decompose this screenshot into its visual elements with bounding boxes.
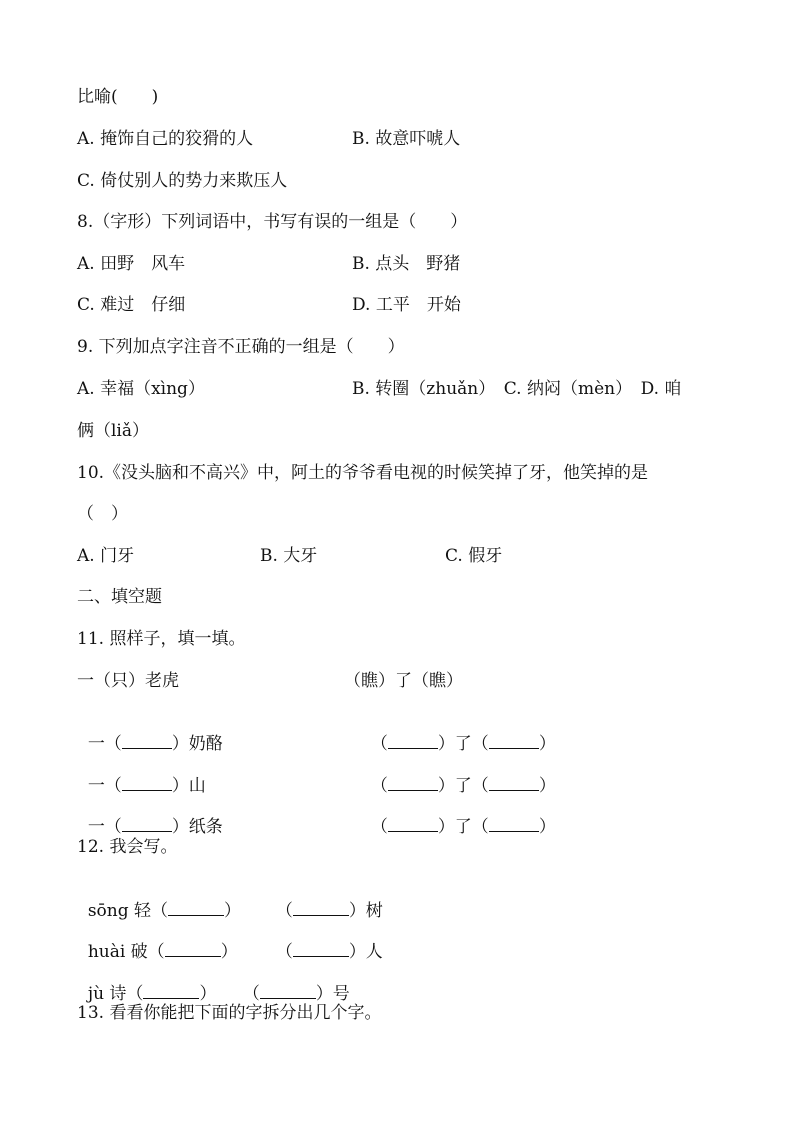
answer-blank[interactable] xyxy=(388,817,438,832)
section-fill-blank: 二、填空题 xyxy=(77,587,162,607)
q12-row-3-right: （ ）号 xyxy=(242,984,350,1004)
q11-row-1-left: 一（ ）奶酪 xyxy=(87,734,223,754)
answer-blank[interactable] xyxy=(388,776,438,791)
q10-option-c: C. 假牙 xyxy=(445,546,503,566)
answer-blank[interactable] xyxy=(168,901,224,916)
question-11: 11. 照样子，填一填。 xyxy=(77,629,246,649)
q11-example-1: 一（只）老虎 xyxy=(77,671,179,691)
answer-blank[interactable] xyxy=(293,901,349,916)
q11-row-3-right: （ ）了（ ） xyxy=(370,817,556,837)
question-8: 8.（字形）下列词语中，书写有误的一组是（ ） xyxy=(77,212,468,232)
q11-row-3-left: 一（ ）纸条 xyxy=(87,817,223,837)
q12-row-1-right: （ ）树 xyxy=(275,901,383,921)
answer-blank[interactable] xyxy=(143,984,199,999)
q9-option-d-tail: 俩（liǎ） xyxy=(77,421,150,441)
q8-option-a: A. 田野 风车 xyxy=(77,254,186,274)
q12-row-1-left: sōng 轻（ ） xyxy=(87,901,242,921)
q12-row-2-right: （ ）人 xyxy=(275,942,383,962)
question-9: 9. 下列加点字注音不正确的一组是（ ） xyxy=(77,337,405,357)
q10-option-b: B. 大牙 xyxy=(260,546,318,566)
answer-blank[interactable] xyxy=(489,817,539,832)
q8-option-c: C. 难过 仔细 xyxy=(77,295,186,315)
answer-blank[interactable] xyxy=(388,734,438,749)
q10-option-a: A. 门牙 xyxy=(77,546,135,566)
q11-example-2: （瞧）了（瞧） xyxy=(344,671,463,691)
answer-blank[interactable] xyxy=(122,734,172,749)
answer-blank[interactable] xyxy=(293,942,349,957)
question-12: 12. 我会写。 xyxy=(77,837,178,857)
question-10: 10.《没头脑和不高兴》中，阿土的爷爷看电视的时候笑掉了牙，他笑掉的是 xyxy=(77,463,649,483)
option-c: C. 倚仗别人的势力来欺压人 xyxy=(77,171,288,191)
answer-blank[interactable] xyxy=(122,776,172,791)
q8-option-b: B. 点头 野猪 xyxy=(352,254,461,274)
q11-row-2-right: （ ）了（ ） xyxy=(370,776,556,796)
question-7-tail: 比喻( ) xyxy=(77,87,159,107)
option-a: A. 掩饰自己的狡猾的人 xyxy=(77,129,254,149)
answer-blank[interactable] xyxy=(165,942,221,957)
question-10-paren: （ ） xyxy=(77,504,128,524)
q8-option-d: D. 工平 开始 xyxy=(352,295,461,315)
answer-blank[interactable] xyxy=(489,776,539,791)
answer-blank[interactable] xyxy=(489,734,539,749)
q12-row-3-left: jù 诗（ ） xyxy=(87,984,217,1004)
question-13: 13. 看看你能把下面的字拆分出几个字。 xyxy=(77,1003,382,1023)
answer-blank[interactable] xyxy=(260,984,316,999)
q12-row-2-left: huài 破（ ） xyxy=(87,942,238,962)
option-b: B. 故意吓唬人 xyxy=(352,129,461,149)
answer-blank[interactable] xyxy=(122,817,172,832)
q11-row-2-left: 一（ ）山 xyxy=(87,776,206,796)
q11-row-1-right: （ ）了（ ） xyxy=(370,734,556,754)
q9-option-a: A. 幸福（xìng） xyxy=(77,379,205,399)
q9-options-bcd: B. 转圈（zhuǎn） C. 纳闷（mèn） D. 咱 xyxy=(352,379,682,399)
